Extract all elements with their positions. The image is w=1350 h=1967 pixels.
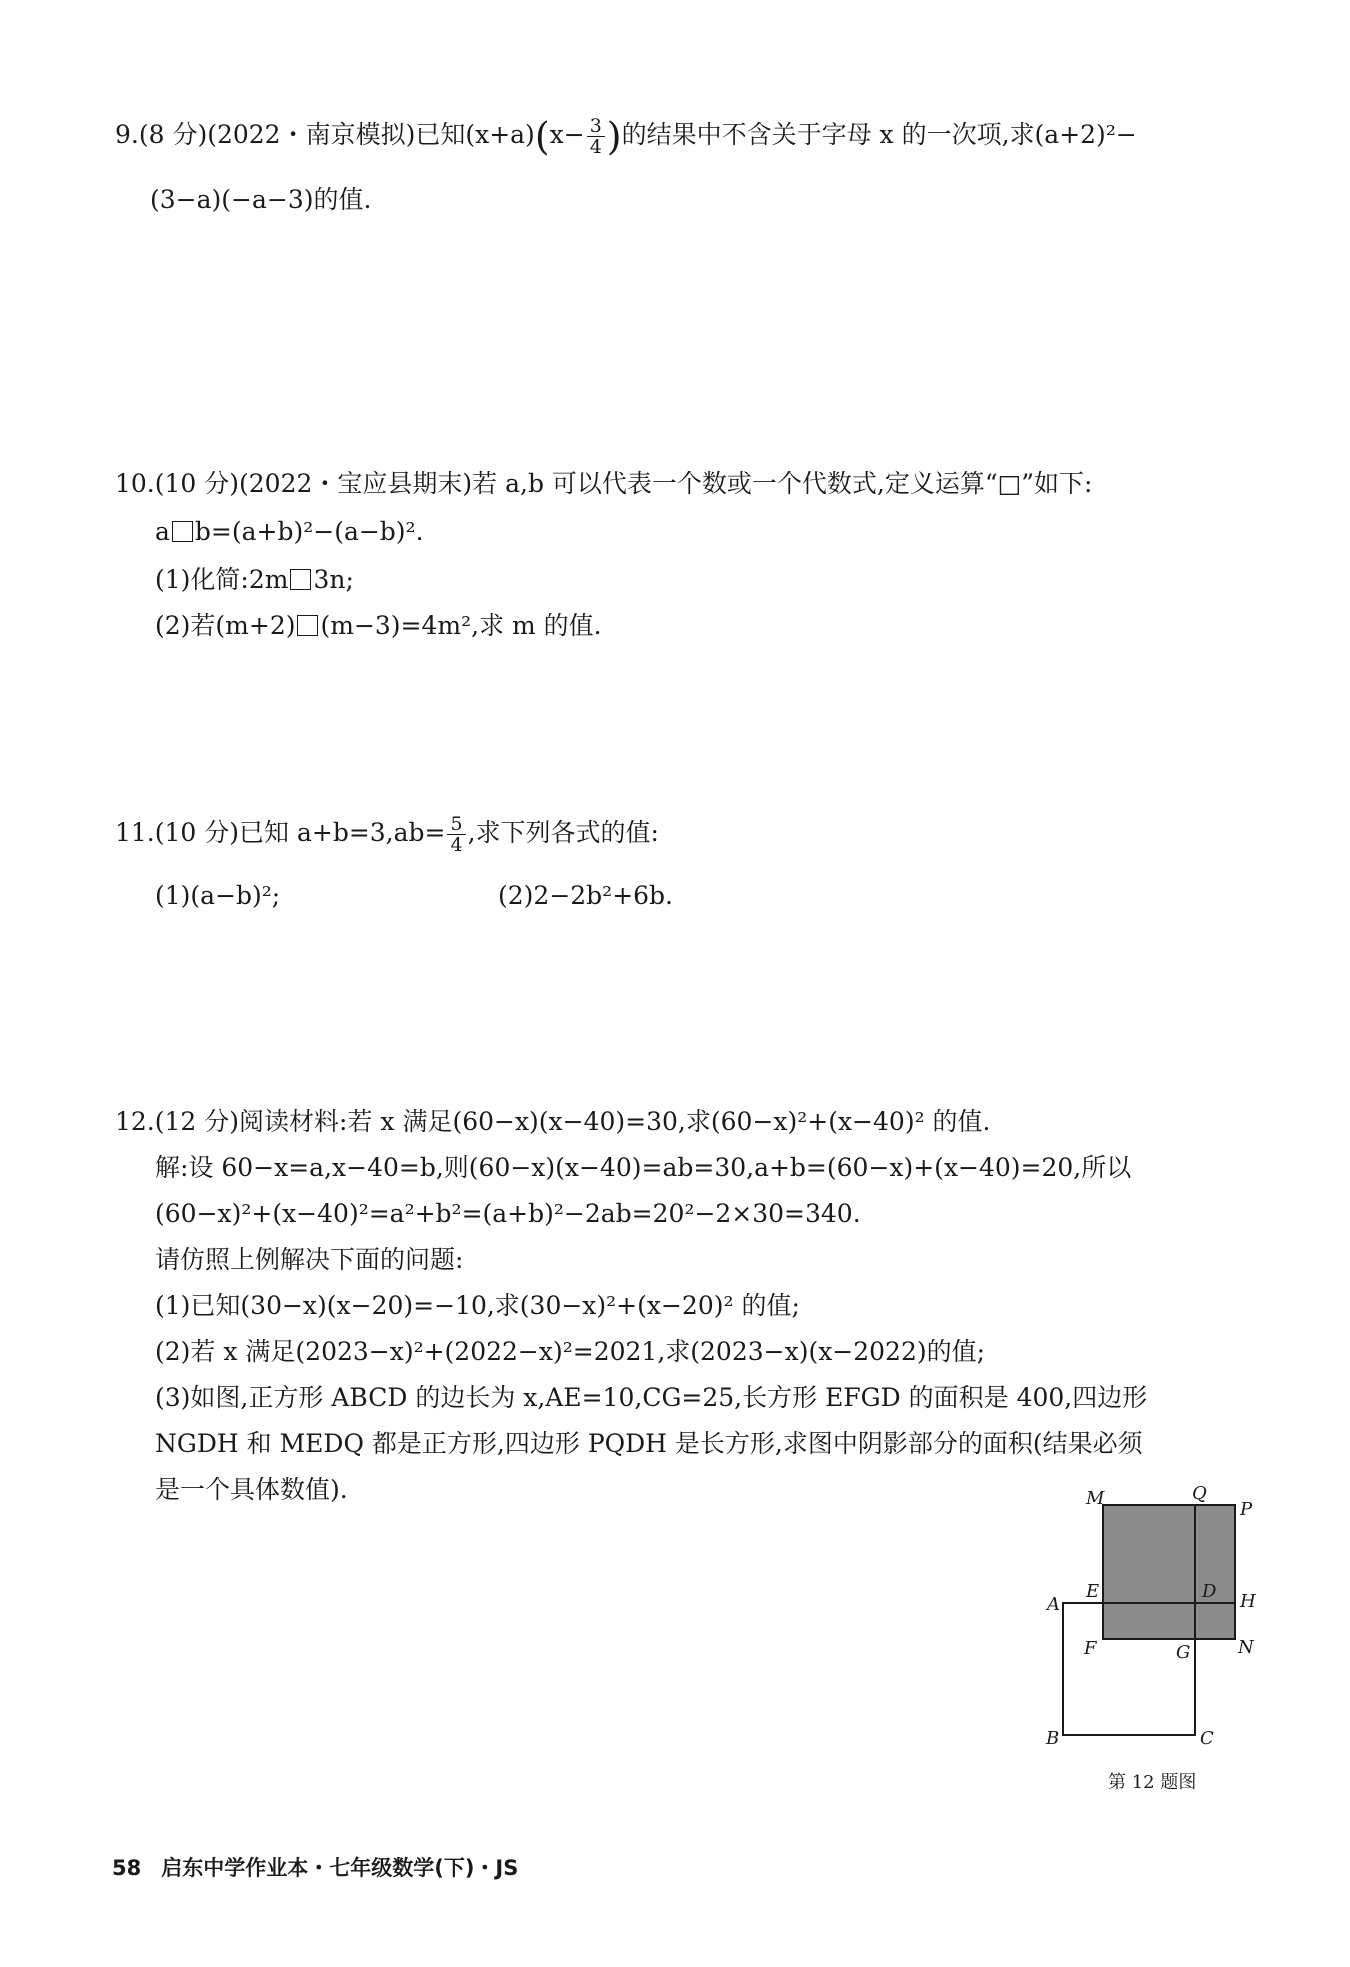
q12-line1: 12.(12 分)阅读材料:若 x 满足(60−x)(x−40)=30,求(60−x)²+(x−40)² 的值. xyxy=(115,1107,991,1136)
book-title: 启东中学作业本・七年级数学(下)・JS xyxy=(161,1856,519,1880)
label-f: F xyxy=(1084,1638,1097,1659)
label-d: D xyxy=(1202,1581,1217,1602)
q11-text-b: ,求下列各式的值: xyxy=(467,818,659,847)
q9-text-a: 9.(8 分)(2022・南京模拟)已知(x+a) xyxy=(115,120,535,149)
label-e: E xyxy=(1086,1581,1100,1602)
q10-line2-a: a xyxy=(155,517,170,546)
q11-part2: (2)2−2b²+6b. xyxy=(498,881,673,910)
q12-line7: (3)如图,正方形 ABCD 的边长为 x,AE=10,CG=25,长方形 EFGD 的面积是 400,四边形 xyxy=(155,1383,1148,1412)
label-a: A xyxy=(1047,1594,1060,1615)
label-m: M xyxy=(1086,1488,1105,1509)
label-g: G xyxy=(1176,1642,1191,1663)
right-paren: ) xyxy=(606,114,622,159)
shaded-square-mpnq xyxy=(1103,1505,1235,1639)
q11-fraction-denominator: 4 xyxy=(450,834,463,856)
label-c: C xyxy=(1200,1728,1214,1749)
q9-fraction-denominator: 4 xyxy=(589,136,602,158)
label-p: P xyxy=(1240,1499,1253,1520)
q10-line2-b: b=(a+b)²−(a−b)². xyxy=(194,517,424,546)
q10-line4-a: (2)若(m+2) xyxy=(155,611,296,640)
label-h: H xyxy=(1240,1591,1256,1612)
label-b: B xyxy=(1046,1728,1060,1749)
q11-text-a: 11.(10 分)已知 a+b=3,ab= xyxy=(115,818,446,847)
q12-line4: 请仿照上例解决下面的问题: xyxy=(155,1245,464,1274)
label-n: N xyxy=(1238,1637,1254,1658)
left-paren: ( xyxy=(534,114,550,159)
q10-line3-a: (1)化简:2m xyxy=(155,565,289,594)
q11-part1: (1)(a−b)²; xyxy=(155,881,281,910)
q11-fraction-numerator: 5 xyxy=(447,814,465,835)
label-q: Q xyxy=(1192,1483,1207,1504)
q10-line1: 10.(10 分)(2022・宝应县期末)若 a,b 可以代表一个数或一个代数式,定义运算“□”如下: xyxy=(115,469,1093,498)
q9-text-c: 的结果中不含关于字母 x 的一次项,求(a+2)²− xyxy=(621,120,1137,149)
q12-line6: (2)若 x 满足(2023−x)²+(2022−x)²=2021,求(2023−x)(x−2022)的值; xyxy=(155,1337,986,1366)
page-number: 58 xyxy=(112,1856,142,1880)
q10-line4-b: (m−3)=4m²,求 m 的值. xyxy=(320,611,602,640)
q12-line5: (1)已知(30−x)(x−20)=−10,求(30−x)²+(x−20)² 的值; xyxy=(155,1291,800,1320)
q10-line3-b: 3n; xyxy=(313,565,354,594)
figure-caption: 第 12 题图 xyxy=(1108,1772,1197,1793)
q9-fraction-numerator: 3 xyxy=(587,116,605,137)
page-footer xyxy=(112,1853,518,1883)
q12-line8: NGDH 和 MEDQ 都是正方形,四边形 PQDH 是长方形,求图中阴影部分的面积(结果必须 xyxy=(155,1429,1143,1458)
q12-line2: 解:设 60−x=a,x−40=b,则(60−x)(x−40)=ab=30,a+b=(60−x)+(x−40)=20,所以 xyxy=(155,1153,1132,1182)
q12-line3: (60−x)²+(x−40)²=a²+b²=(a+b)²−2ab=20²−2×30=340. xyxy=(155,1199,861,1228)
q9-line2: (3−a)(−a−3)的值. xyxy=(150,185,372,214)
q12-line9: 是一个具体数值). xyxy=(155,1475,348,1504)
q9-text-b: x− xyxy=(549,120,585,149)
